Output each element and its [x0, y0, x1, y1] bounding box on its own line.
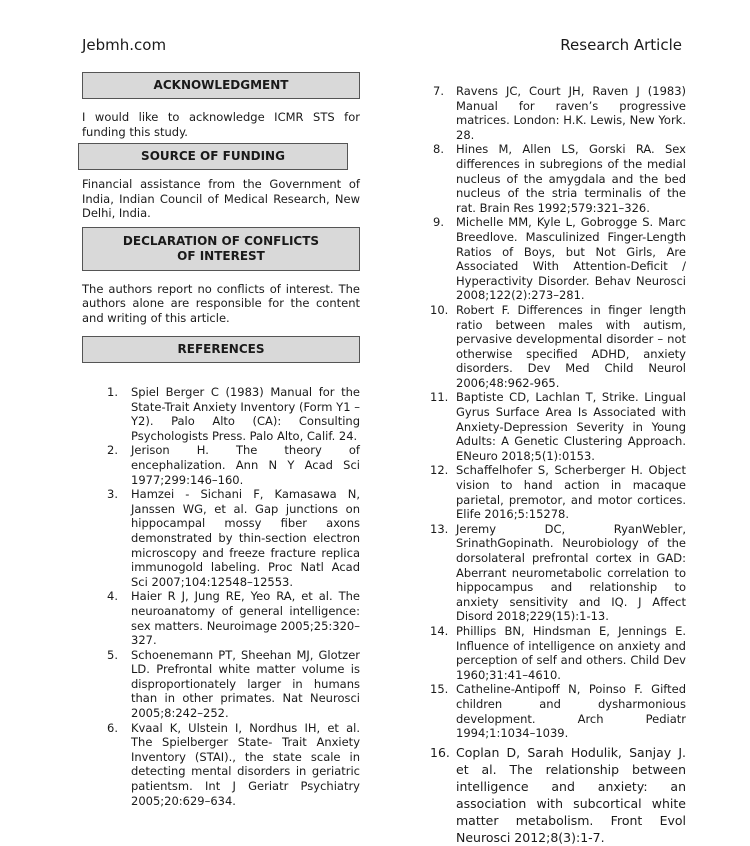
funding-text: Financial assistance from the Government of India, Indian Council of Medical Research, New Delhi, India. [82, 177, 360, 220]
reference-item: 4. Haier R J, Jung RE, Yeo RA, et al. The neuroanatomy of general intelligence: sex matters. Neuroimage 2005;25:320–327. [107, 589, 361, 648]
reference-item: 9. Michelle MM, Kyle L, Gobrogge S. Marc Breedlove. Masculinized Finger-Length Ratios of Boys, but Not Girls, Are Associated With Attention-Deficit / Hyperactivity Disorder. Behav Neurosci 2008;122(2):273–281. [433, 215, 686, 303]
reference-item: 6. Kvaal K, Ulstein I, Nordhus IH, et al. The Spielberger State- Trait Anxiety Inventory (STAI)., the state scale in detecting mental disorders in geriatric patientsm. Int J Geriatr Psychiatry 2005;20:629–634. [107, 720, 360, 808]
left-column [82, 72, 360, 808]
reference-item: 13. Jeremy DC, RyanWebler, SrinathGopinath. Neurobiology of the dorsolateral prefrontal cortex in GAD: Aberrant neurometabolic correlation to hippocampus and relationship to anxiety sensitivity and IQ. J Affect Disord 2018;229(15):1-13. [430, 521, 686, 624]
reference-item: 10. Robert F. Differences in finger length ratio between males with autism, pervasive developmental disorder – not otherwise specified ADHD, anxiety disorders. Dev Med Child Neurol 2006;48:962-965. [430, 302, 686, 390]
references-heading: REFERENCES [82, 336, 360, 363]
acknowledgment-text: I would like to acknowledge ICMR STS for funding this study. [82, 110, 360, 139]
article-type: Research Article [560, 36, 682, 54]
reference-item: 12. Schaffelhofer S, Scherberger H. Object vision to hand action in macaque parietal, premotor, and motor cortices. Elife 2016;5:15278. [430, 463, 686, 522]
reference-list-left [82, 385, 360, 808]
reference-item: 11. Baptiste CD, Lachlan T, Strike. Lingual Gyrus Surface Area Is Associated with Anxiety-Depression Severity in Young Adults: A Genetic Clustering Approach. ENeuro 2018;5(1):0153. [430, 390, 686, 463]
conflicts-text: The authors report no conflicts of interest. The authors alone are responsible for the content and writing of this article. [82, 281, 360, 325]
acknowledgment-heading: ACKNOWLEDGMENT [82, 72, 360, 99]
reference-item: 15. Catheline-Antipoff N, Poinso F. Gifted children and dysharmonious development. Arch Pediatr 1994;1:1034–1039. [430, 682, 686, 741]
right-column [430, 84, 686, 846]
reference-item: 5. Schoenemann PT, Sheehan MJ, Glotzer LD. Prefrontal white matter volume is disproportionately larger in humans than in other primates. Nat Neurosci 2005;8:242–252. [107, 647, 360, 721]
reference-item: 14. Phillips BN, Hindsman E, Jennings E. Influence of intelligence on anxiety and perception of self and others. Child Dev 1960;31:41–4610. [430, 623, 686, 682]
journal-site: Jebmh.com [82, 36, 167, 54]
reference-item: 1. Spiel Berger C (1983) Manual for the State-Trait Anxiety Inventory (Form Y1 – Y2). Palo Alto (CA): Consulting Psychologists Press. Palo Alto, Calif. 24. [107, 385, 360, 443]
reference-item: 7. Ravens JC, Court JH, Raven J (1983) Manual for raven’s progressive matrices. London: H.K. Lewis, New York. 28. [433, 84, 686, 142]
funding-heading: SOURCE OF FUNDING [78, 143, 348, 170]
reference-item: 16. Coplan D, Sarah Hodulik, Sanjay J. et al. The relationship between intelligence and anxiety: an association with subcortical white matter metabolism. Front Evol Neurosci 2012;8(3):1-7. [430, 744, 686, 845]
conflicts-heading: DECLARATION OF CONFLICTS OF INTEREST [82, 227, 360, 271]
reference-item: 3. Hamzei - Sichani F, Kamasawa N, Janssen WG, et al. Gap junctions on hippocampal mossy fiber axons demonstrated by thin-section electron microscopy and freeze fracture replica immunogold labeling. Proc Natl Acad Sci 2007;104:12548–12553. [107, 487, 360, 589]
reference-item: 8. Hines M, Allen LS, Gorski RA. Sex differences in subregions of the medial nucleus of the amygdala and the bed nucleus of the stria terminalis of the rat. Brain Res 1992;579:321–326. [433, 142, 686, 215]
reference-item: 2. Jerison H. The theory of encephalization. Ann N Y Acad Sci 1977;299:146–160. [107, 443, 360, 487]
